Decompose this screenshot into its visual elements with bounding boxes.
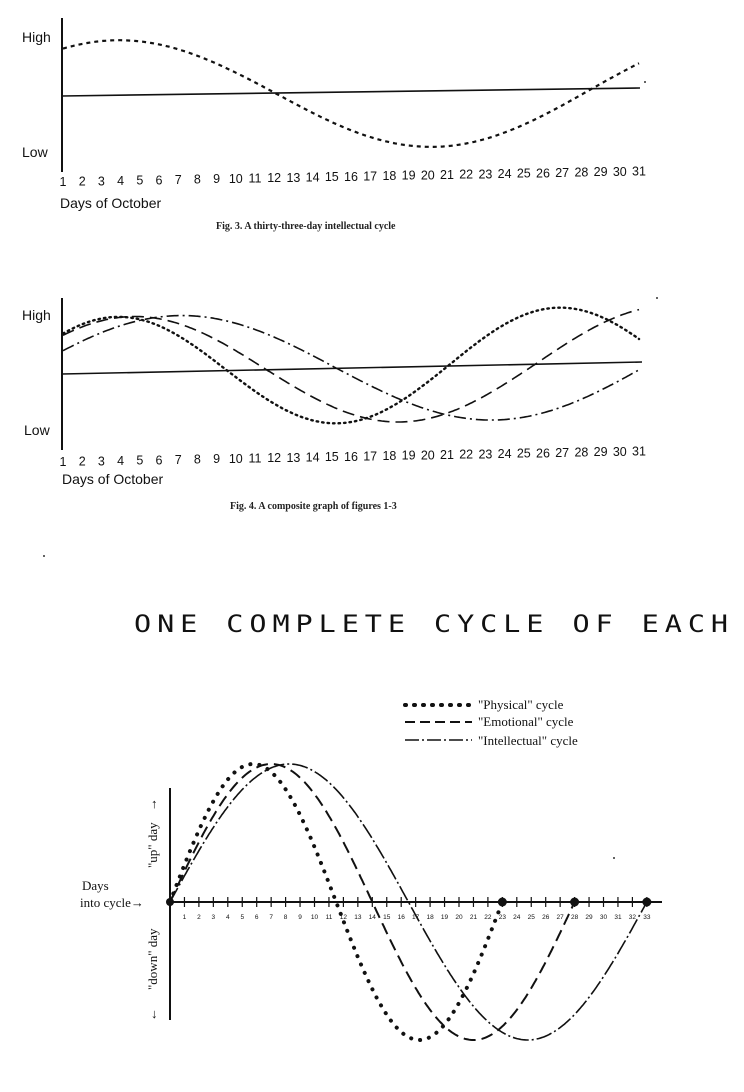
fig5-x-tick-22: 22 — [484, 914, 492, 921]
fig3-x-tick-4: 4 — [117, 173, 125, 188]
fig4-x-tick-7: 7 — [174, 452, 182, 467]
fig3-chart — [22, 18, 646, 232]
fig5-chart — [80, 697, 662, 1040]
fig3-x-tick-11: 11 — [248, 171, 262, 186]
fig5-x-tick-33: 33 — [643, 914, 651, 921]
fig4-x-tick-10: 10 — [228, 451, 243, 466]
fig4-high-label: High — [22, 307, 51, 323]
fig3-x-tick-31: 31 — [632, 164, 646, 179]
fig4-x-tick-18: 18 — [382, 449, 397, 464]
fig5-up-arrow: ↑ — [151, 796, 158, 811]
fig4-x-tick-31: 31 — [632, 444, 646, 459]
fig3-x-tick-28: 28 — [574, 165, 589, 180]
fig5-x-tick-15: 15 — [383, 914, 391, 921]
fig3-series-intellectual — [63, 40, 639, 147]
fig3-x-tick-6: 6 — [155, 173, 163, 188]
fig4-x-tick-11: 11 — [248, 451, 262, 466]
fig5-x-tick-31: 31 — [614, 914, 622, 921]
fig5-end-marker-physical — [498, 898, 507, 907]
fig5-x-tick-28: 28 — [570, 914, 579, 921]
fig3-x-tick-10: 10 — [228, 171, 243, 186]
fig4-x-tick-3: 3 — [97, 454, 105, 469]
fig5-x-tick-21: 21 — [469, 914, 478, 921]
scan-speck — [43, 555, 45, 557]
fig4-x-tick-6: 6 — [155, 453, 163, 468]
fig5-x-tick-29: 29 — [585, 914, 593, 921]
fig3-x-tick-1: 1 — [59, 175, 67, 189]
fig4-x-tick-30: 30 — [612, 444, 627, 459]
fig5-end-marker-emotional — [570, 898, 579, 907]
fig4-x-tick-20: 20 — [420, 448, 435, 463]
fig5-down-arrow: ↓ — [151, 1006, 158, 1021]
fig4-x-tick-2: 2 — [78, 454, 86, 469]
fig4-x-tick-27: 27 — [555, 445, 570, 460]
fig5-legend — [405, 697, 578, 748]
fig3-caption: Fig. 3. A thirty-three-day intellectual cycle — [216, 221, 396, 232]
fig3-x-tick-14: 14 — [305, 170, 320, 185]
fig3-baseline — [62, 88, 640, 96]
fig5-x-tick-3: 3 — [211, 914, 216, 921]
fig4-x-tick-25: 25 — [516, 446, 531, 461]
legend-physical-label: "Physical" cycle — [478, 697, 564, 712]
fig3-x-tick-13: 13 — [286, 170, 301, 185]
fig4-low-label: Low — [24, 422, 50, 438]
fig5-end-marker-intellectual — [642, 898, 651, 907]
fig3-x-tick-3: 3 — [97, 174, 105, 189]
fig4-x-tick-22: 22 — [459, 447, 474, 462]
scan-speck — [656, 297, 658, 299]
fig4-x-tick-12: 12 — [267, 451, 282, 466]
fig3-x-tick-2: 2 — [78, 174, 86, 189]
fig3-x-tick-26: 26 — [536, 166, 550, 181]
fig5-x-tick-26: 26 — [542, 914, 550, 921]
fig5-x-tick-12: 12 — [339, 914, 348, 921]
fig3-x-tick-7: 7 — [174, 172, 182, 187]
fig5-x-tick-24: 24 — [513, 914, 521, 921]
fig3-x-tick-30: 30 — [612, 164, 627, 179]
fig3-x-tick-23: 23 — [478, 167, 493, 182]
fig4-x-label: Days of October — [62, 471, 164, 487]
fig4-x-tick-29: 29 — [593, 445, 608, 460]
fig4-chart — [22, 298, 646, 512]
fig4-series-physical — [63, 308, 639, 424]
fig5-x-tick-18: 18 — [426, 914, 434, 921]
fig5-x-tick-1: 1 — [182, 914, 187, 921]
fig3-x-tick-21: 21 — [440, 168, 454, 182]
legend-emotional-label: "Emotional" cycle — [478, 714, 574, 729]
fig4-x-tick-16: 16 — [344, 449, 358, 464]
fig3-x-tick-22: 22 — [459, 167, 474, 182]
scan-speck — [644, 81, 646, 83]
cycle-title: ONE COMPLETE CYCLE OF EACH — [134, 610, 734, 638]
fig4-x-tick-21: 21 — [440, 448, 454, 462]
fig4-x-tick-26: 26 — [536, 446, 550, 461]
fig4-x-tick-15: 15 — [324, 450, 339, 465]
fig4-x-tick-17: 17 — [363, 449, 378, 464]
fig3-x-tick-20: 20 — [420, 168, 435, 183]
fig5-x-tick-2: 2 — [197, 914, 201, 921]
fig3-x-label: Days of October — [60, 195, 162, 211]
fig4-x-tick-5: 5 — [136, 453, 144, 468]
legend-intellectual-label: "Intellectual" cycle — [478, 733, 578, 748]
fig5-x-tick-32: 32 — [628, 914, 637, 921]
fig5-x-tick-14: 14 — [368, 914, 376, 921]
fig5-x-tick-13: 13 — [354, 914, 362, 921]
fig3-x-tick-29: 29 — [593, 165, 608, 180]
fig3-x-tick-24: 24 — [497, 166, 512, 181]
fig4-x-tick-labels — [60, 445, 646, 470]
fig5-origin-marker — [166, 898, 174, 906]
fig5-x-tick-16: 16 — [397, 914, 405, 921]
fig3-x-tick-16: 16 — [344, 169, 358, 184]
fig5-up-label: "up" day — [145, 822, 160, 868]
fig4-baseline — [62, 362, 642, 374]
fig3-x-tick-12: 12 — [267, 171, 282, 186]
fig3-x-tick-27: 27 — [555, 165, 570, 180]
fig5-into-cycle-label: into cycle→ — [80, 895, 144, 910]
fig5-x-tick-19: 19 — [440, 914, 449, 921]
fig3-x-tick-9: 9 — [213, 172, 221, 187]
fig4-x-tick-28: 28 — [574, 445, 589, 460]
fig4-x-tick-8: 8 — [193, 452, 201, 467]
fig4-x-tick-23: 23 — [478, 447, 493, 462]
fig5-x-tick-11: 11 — [325, 914, 333, 921]
fig4-x-tick-9: 9 — [213, 452, 221, 467]
fig3-x-tick-5: 5 — [136, 173, 144, 188]
fig4-x-tick-24: 24 — [497, 446, 512, 461]
fig5-x-tick-9: 9 — [298, 914, 302, 921]
fig5-x-tick-17: 17 — [412, 914, 420, 921]
fig5-x-tick-10: 10 — [310, 914, 319, 921]
fig3-x-tick-25: 25 — [516, 166, 531, 181]
fig4-x-tick-19: 19 — [401, 448, 416, 463]
fig3-low-label: Low — [22, 144, 48, 160]
fig5-x-tick-6: 6 — [254, 914, 259, 921]
fig4-x-tick-4: 4 — [117, 453, 125, 468]
fig4-x-tick-14: 14 — [305, 450, 320, 465]
fig5-x-tick-27: 27 — [556, 914, 564, 921]
fig5-days-label: Days — [82, 878, 109, 893]
fig4-x-tick-13: 13 — [286, 450, 301, 465]
fig5-x-tick-4: 4 — [225, 914, 230, 921]
scan-speck — [613, 857, 615, 859]
fig3-x-tick-18: 18 — [382, 169, 397, 184]
fig5-x-tick-7: 7 — [269, 914, 273, 921]
fig5-x-tick-5: 5 — [240, 914, 245, 921]
fig5-x-tick-20: 20 — [455, 914, 463, 921]
fig4-x-tick-1: 1 — [59, 455, 67, 469]
fig4-series-emotional — [63, 310, 639, 422]
fig3-x-tick-15: 15 — [324, 170, 339, 185]
fig3-x-tick-17: 17 — [363, 169, 378, 184]
fig3-x-tick-labels — [60, 165, 646, 190]
fig5-x-tick-8: 8 — [283, 914, 288, 921]
fig4-caption: Fig. 4. A composite graph of figures 1-3 — [230, 501, 397, 512]
fig5-x-tick-25: 25 — [527, 914, 535, 921]
fig3-high-label: High — [22, 29, 51, 45]
fig5-x-tick-30: 30 — [599, 914, 608, 921]
fig3-x-tick-8: 8 — [193, 172, 201, 187]
fig3-x-tick-19: 19 — [401, 168, 416, 183]
fig5-down-label: "down" day — [145, 928, 160, 990]
fig5-x-tick-23: 23 — [498, 914, 506, 921]
